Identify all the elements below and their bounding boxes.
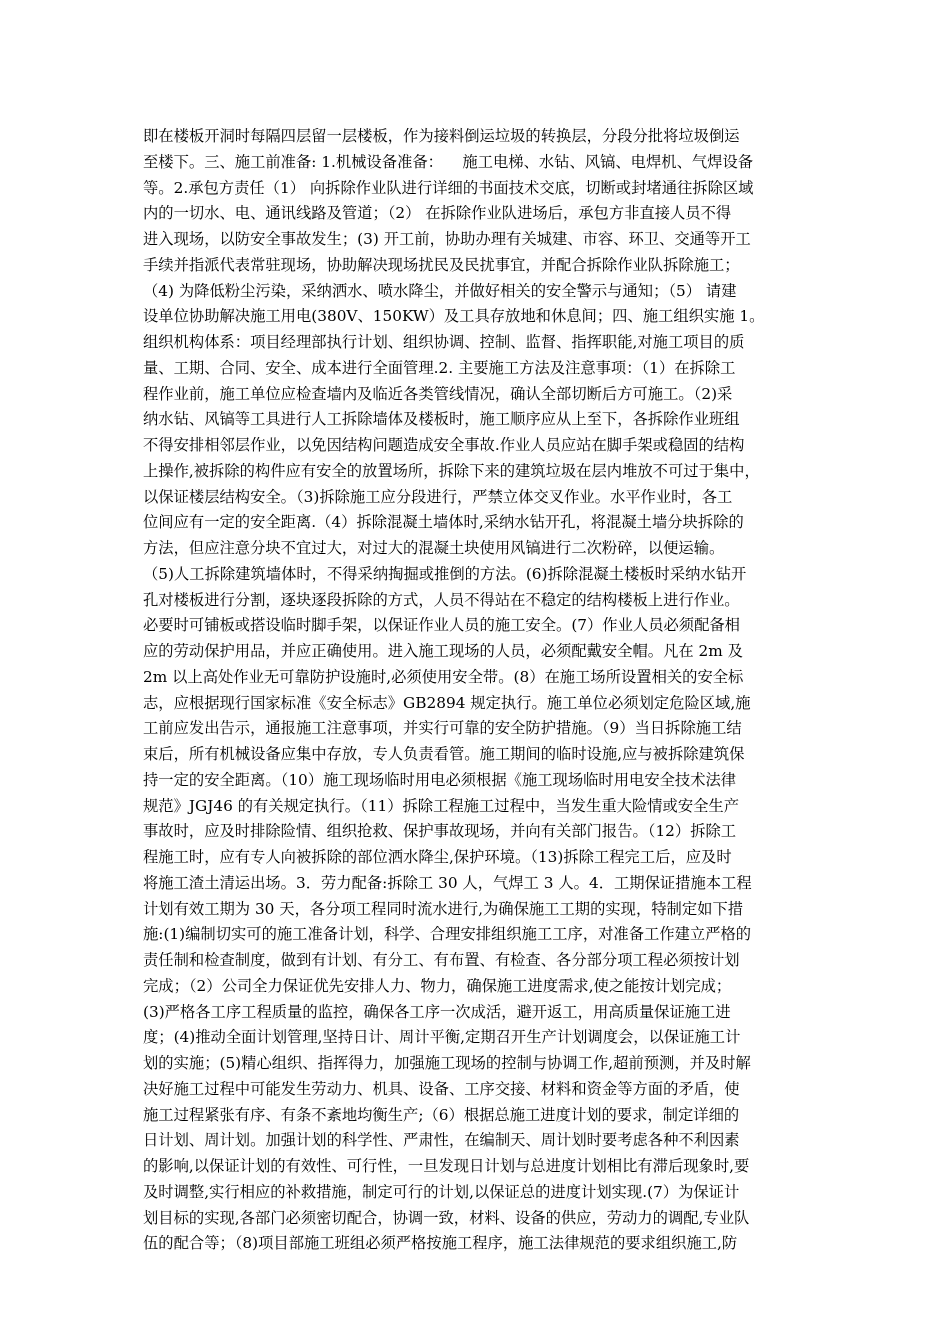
text-line: 伍的配合等；（8)项目部施工班组必须严格按施工程序，施工法律规范的要求组织施工,防 (143, 1234, 738, 1253)
text-line: 孔对楼板进行分割，逐块逐段拆除的方式，人员不得站在不稳定的结构楼板上进行作业。 (143, 590, 740, 609)
text-line: 即在楼板开洞时每隔四层留一层楼板，作为接料倒运垃圾的转换层，分段分批将垃圾倒运 (143, 127, 740, 145)
text-line: 应的劳动保护用品，并应正确使用。进入施工现场的人员，必须配戴安全帽。凡在 2m 及 (143, 642, 743, 660)
text-line: 完成；（2）公司全力保证优先安排人力、物力，确保施工进度需求,使之能按计划完成； (143, 976, 732, 995)
text-line: 责任制和检查制度，做到有计划、有分工、有布置、有检查、各分部分项工程必须按计划 (143, 951, 740, 969)
text-line: 度；(4)推动全面计划管理,坚持日计、周计平衡,定期召开生产计划调度会，以保证施工计 (143, 1028, 741, 1047)
text-line: 施:(1)编制切实可的施工准备计划，科学、合理安排组织施工工序，对准备工作建立严格的 (143, 925, 752, 944)
text-line: 划的实施；(5)精心组织、指挥得力，加强施工现场的控制与协调工作,超前预测，并及时解 (143, 1054, 751, 1072)
text-line: 手续并指派代表常驻现场，协助解决现场扰民及民扰事宜，并配合拆除作业队拆除施工； (143, 255, 740, 274)
text-line: 工前应发出告示，通报施工注意事项，并实行可靠的安全防护措施。（9）当日拆除施工结 (143, 719, 742, 738)
text-line: 束后，所有机械设备应集中存放，专人负责看管。施工期间的临时设施,应与被拆除建筑保 (143, 745, 745, 763)
text-line: 规范》JGJ46 的有关规定执行。（11）拆除工程施工过程中，当发生重大险情或安全生产 (143, 796, 740, 815)
text-line: 不得安排相邻层作业，以免因结构问题造成安全事故.作业人员应站在脚手架或稳固的结构 (143, 436, 745, 454)
text-line: 及时调整,实行相应的补救措施，制定可行的计划,以保证总的进度计划实现.(7）为保证计 (143, 1182, 740, 1201)
text-line: 进入现场，以防安全事故发生；(3) 开工前，协助办理有关城建、市容、环卫、交通等开工 (143, 230, 751, 248)
text-line: 纳水钻、风镐等工具进行人工拆除墙体及楼板时，施工顺序应从上至下，各拆除作业班组 (143, 410, 740, 429)
text-line: 事故时，应及时排除险情、组织抢救、保护事故现场，并向有关部门报告。（12）拆除工 (143, 822, 737, 841)
text-line: 位间应有一定的安全距离.（4）拆除混凝土墙体时,采纳水钻开孔，将混凝土墙分块拆除的 (143, 513, 744, 532)
text-line: 决好施工过程中可能发生劳动力、机具、设备、工序交接、材料和资金等方面的矛盾，使 (143, 1079, 740, 1098)
text-line: 内的一切水、电、通讯线路及管道；（2） 在拆除作业队进场后，承包方非直接人员不得 (143, 204, 732, 223)
text-line: 等。2.承包方责任（1） 向拆除作业队进行详细的书面技术交底，切断或封堵通往拆除区域 (143, 178, 754, 197)
text-line: 划目标的实现,各部门必须密切配合，协调一致，材料、设备的供应，劳动力的调配,专业队 (143, 1208, 750, 1227)
text-line: 至楼下。三、施工前准备: 1.机械设备准备： 施工电梯、水钻、风镐、电焊机、气焊设备 (143, 152, 754, 171)
text-line: (3)严格各工序工程质量的监控，确保各工序一次成活，避开返工，用高质量保证施工进 (143, 1002, 731, 1021)
text-line: 程作业前，施工单位应检查墙内及临近各类管线情况，确认全部切断后方可施工。（2)采 (143, 384, 733, 403)
text-line: 持一定的安全距离。（10）施工现场临时用电必须根据《施工现场临时用电安全技术法律 (143, 770, 737, 789)
text-line: 日计划、周计划。加强计划的科学性、严肃性，在编制天、周计划时要考虑各种不利因素 (143, 1131, 740, 1150)
text-line: 程施工时，应有专人向被拆除的部位洒水降尘,保护环境。（13)拆除工程完工后，应及时 (143, 848, 732, 866)
text-line: 的影响,以保证计划的有效性、可行性，一旦发现日计划与总进度计划相比有滞后现象时,要 (143, 1157, 750, 1175)
text-line: 方法，但应注意分块不宜过大，对过大的混凝土块使用风镐进行二次粉碎，以便运输。 (143, 539, 725, 557)
text-line: 2m 以上高处作业无可靠防护设施时,必须使用安全带。(8）在施工场所设置相关的安全标 (143, 667, 744, 686)
text-line: 志，应根据现行国家标准《安全标志》GB2894 规定执行。施工单位必须划定危险区域,施 (143, 693, 751, 712)
text-line: 组织机构体系：项目经理部执行计划、组织协调、控制、监督、指挥职能,对施工项目的质 (143, 333, 745, 351)
text-line: 上操作,被拆除的构件应有安全的放置场所，拆除下来的建筑垃圾在层内堆放不可过于集中， (143, 461, 760, 480)
text-line: 设单位协助解决施工用电(380V、150KW）及工具存放地和休息间；四、施工组织实施 1。 (143, 307, 765, 326)
text-line: 计划有效工期为 30 天，各分项工程同时流水进行,为确保施工工期的实现，特制定如下措 (143, 899, 744, 918)
text-line: 将施工渣土清运出场。3．劳力配备:拆除工 30 人，气焊工 3 人。4．工期保证措施本工程 (143, 873, 752, 892)
text-line: （4) 为降低粉尘污染，采纳洒水、喷水降尘，并做好相关的安全警示与通知；（5） 请建 (143, 281, 737, 300)
text-line: （5)人工拆除建筑墙体时，不得采纳掏掘或推倒的方法。(6)拆除混凝土楼板时采纳水钻开 (143, 564, 747, 583)
body-text (143, 124, 819, 1257)
text-line: 以保证楼层结构安全。（3)拆除施工应分段进行，严禁立体交叉作业。水平作业时，各工 (143, 487, 733, 506)
text-line: 量、工期、合同、安全、成本进行全面管理.2. 主要施工方法及注意事项：（1）在拆除工 (143, 358, 736, 377)
text-line: 必要时可铺板或搭设临时脚手架，以保证作业人员的施工安全。(7）作业人员必须配备相 (143, 616, 740, 635)
text-line: 施工过程紧张有序、有条不紊地均衡生产;（6）根据总施工进度计划的要求，制定详细的 (143, 1105, 740, 1124)
